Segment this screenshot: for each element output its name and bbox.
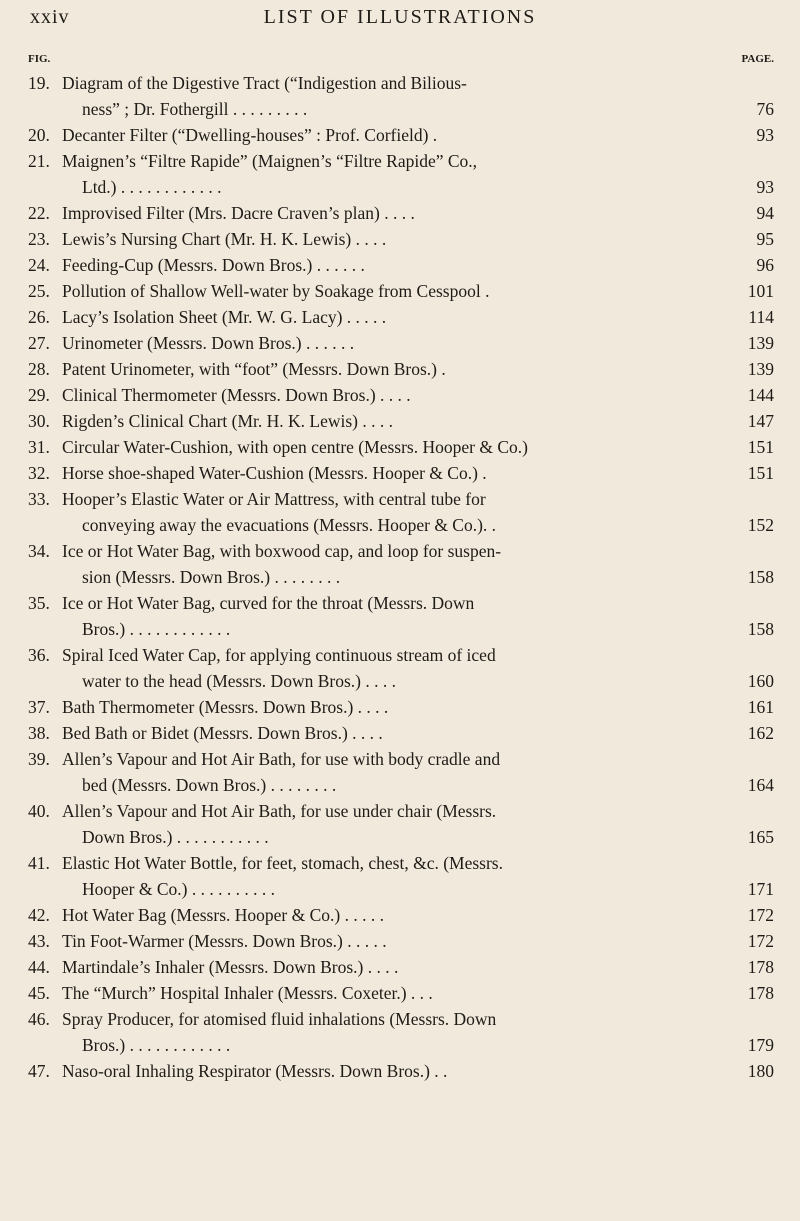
page-ref: 147 [747,411,774,431]
entry-line [28,122,778,148]
page-ref: 161 [747,697,774,717]
page-number: xxiv [30,6,70,28]
figure-number: 45. [28,983,50,1003]
entry-line [28,512,778,538]
entry-text: Allen’s Vapour and Hot Air Bath, for use with body cradle and [62,749,501,769]
page-ref: 158 [747,567,774,587]
entry-line [28,668,778,694]
entry-line [28,382,778,408]
list-item [28,200,778,226]
list-item [28,382,778,408]
page-ref: 160 [747,671,774,691]
page-ref: 114 [748,307,774,327]
list-item [28,1006,778,1058]
entry-text: conveying away the evacuations (Messrs. Hooper & Co.). . [82,515,497,535]
entry-line [28,1006,778,1032]
entry-line [28,460,778,486]
entry-text: ness” ; Dr. Fothergill . . . . . . . . . [82,99,308,119]
page-ref: 76 [756,99,774,119]
list-item [28,1058,778,1084]
entry-line [28,200,778,226]
entry-text: Spray Producer, for atomised fluid inhalations (Messrs. Down [62,1009,497,1029]
list-item [28,460,778,486]
entry-text: Ice or Hot Water Bag, with boxwood cap, and loop for suspen- [62,541,502,561]
page-ref: 179 [747,1035,774,1055]
entry-text: Spiral Iced Water Cap, for applying continuous stream of iced [62,645,496,665]
figure-number: 35. [28,593,50,613]
figure-number: 23. [28,229,50,249]
entry-text: Hot Water Bag (Messrs. Hooper & Co.) . . . . . [62,905,384,925]
list-item [28,746,778,798]
entry-line [28,798,778,824]
list-item [28,148,778,200]
page-ref: 101 [747,281,774,301]
entry-text: Maignen’s “Filtre Rapide” (Maignen’s “Filtre Rapide” Co., [62,151,478,171]
page-ref: 164 [747,775,774,795]
list-item [28,694,778,720]
entry-line [28,876,778,902]
figure-number: 31. [28,437,50,457]
figure-number: 43. [28,931,50,951]
figure-number: 27. [28,333,50,353]
entry-text: Decanter Filter (“Dwelling-houses” : Prof. Corfield) . [62,125,438,145]
list-item [28,590,778,642]
entry-line [28,694,778,720]
entry-text: Hooper’s Elastic Water or Air Mattress, with central tube for [62,489,486,509]
entry-line [28,408,778,434]
page-ref: 94 [756,203,774,223]
figure-number: 24. [28,255,50,275]
figure-number: 32. [28,463,50,483]
figure-number: 36. [28,645,50,665]
page-ref: 93 [756,125,774,145]
figure-number: 21. [28,151,50,171]
entry-line [28,980,778,1006]
figure-number: 33. [28,489,50,509]
page-ref: 158 [747,619,774,639]
entry-line [28,226,778,252]
list-item [28,330,778,356]
page-ref: 180 [747,1061,774,1081]
list-item [28,928,778,954]
entry-line [28,148,778,174]
entry-line [28,954,778,980]
illustrations-list [28,70,778,1084]
entry-line [28,824,778,850]
entry-text: Improvised Filter (Mrs. Dacre Craven’s plan) . . . . [62,203,415,223]
list-item [28,278,778,304]
entry-line [28,356,778,382]
entry-text: Tin Foot-Warmer (Messrs. Down Bros.) . . . . . [62,931,387,951]
figure-number: 25. [28,281,50,301]
fig-column-heading: FIG. [28,53,51,65]
figure-number: 34. [28,541,50,561]
figure-number: 42. [28,905,50,925]
entry-text: Bed Bath or Bidet (Messrs. Down Bros.) . . . . [62,723,383,743]
list-item [28,642,778,694]
list-item [28,434,778,460]
page-ref: 139 [747,333,774,353]
page-ref: 172 [747,931,774,951]
page-header [30,6,770,34]
entry-line [28,1058,778,1084]
figure-number: 41. [28,853,50,873]
entry-line [28,538,778,564]
page-ref: 171 [747,879,774,899]
entry-text: Hooper & Co.) . . . . . . . . . . [82,879,275,899]
entry-line [28,434,778,460]
list-item [28,954,778,980]
entry-text: Elastic Hot Water Bottle, for feet, stomach, chest, &c. (Messrs. [62,853,503,873]
entry-text: Clinical Thermometer (Messrs. Down Bros.) . . . . [62,385,411,405]
entry-line [28,746,778,772]
entry-text: Rigden’s Clinical Chart (Mr. H. K. Lewis) . . . . [62,411,394,431]
list-item [28,980,778,1006]
list-item [28,70,778,122]
entry-text: Patent Urinometer, with “foot” (Messrs. Down Bros.) . [62,359,446,379]
entry-line [28,590,778,616]
entry-line [28,564,778,590]
entry-text: Down Bros.) . . . . . . . . . . . [82,827,269,847]
list-item [28,798,778,850]
entry-text: Lewis’s Nursing Chart (Mr. H. K. Lewis) . . . . [62,229,387,249]
page-ref: 165 [747,827,774,847]
page-ref: 93 [756,177,774,197]
figure-number: 47. [28,1061,50,1081]
figure-number: 38. [28,723,50,743]
entry-text: Diagram of the Digestive Tract (“Indigestion and Bilious- [62,73,467,93]
list-item [28,356,778,382]
entry-line [28,252,778,278]
entry-text: Martindale’s Inhaler (Messrs. Down Bros.) . . . . [62,957,399,977]
figure-number: 20. [28,125,50,145]
entry-line [28,850,778,876]
column-headings [28,53,778,69]
entry-text: Urinometer (Messrs. Down Bros.) . . . . . . [62,333,355,353]
list-item [28,408,778,434]
page-ref: 152 [747,515,774,535]
entry-text: The “Murch” Hospital Inhaler (Messrs. Coxeter.) . . . [62,983,433,1003]
entry-text: Pollution of Shallow Well-water by Soakage from Cesspool . [62,281,490,301]
figure-number: 26. [28,307,50,327]
entry-line [28,616,778,642]
list-item [28,850,778,902]
page-column-heading: PAGE. [741,53,774,65]
entry-text: Allen’s Vapour and Hot Air Bath, for use under chair (Messrs. [62,801,497,821]
entry-line [28,928,778,954]
entry-line [28,330,778,356]
entry-line [28,642,778,668]
page-ref: 178 [747,957,774,977]
entry-line [28,278,778,304]
figure-number: 46. [28,1009,50,1029]
entry-line [28,902,778,928]
page-ref: 172 [747,905,774,925]
entry-text: Bath Thermometer (Messrs. Down Bros.) . . . . [62,697,389,717]
entry-line [28,720,778,746]
entry-text: bed (Messrs. Down Bros.) . . . . . . . . [82,775,337,795]
page-ref: 178 [747,983,774,1003]
entry-text: Horse shoe-shaped Water-Cushion (Messrs. Hooper & Co.) . [62,463,487,483]
page-ref: 151 [747,463,774,483]
entry-line [28,96,778,122]
list-item [28,304,778,330]
figure-number: 40. [28,801,50,821]
figure-number: 37. [28,697,50,717]
entry-text: Bros.) . . . . . . . . . . . . [82,1035,231,1055]
entry-text: Lacy’s Isolation Sheet (Mr. W. G. Lacy) . . . . . [62,307,387,327]
entry-text: Feeding-Cup (Messrs. Down Bros.) . . . . . . [62,255,365,275]
figure-number: 30. [28,411,50,431]
page-ref: 139 [747,359,774,379]
entry-line [28,772,778,798]
figure-number: 39. [28,749,50,769]
list-item [28,122,778,148]
figure-number: 28. [28,359,50,379]
list-item [28,226,778,252]
entry-line [28,304,778,330]
entry-text: Circular Water-Cushion, with open centre (Messrs. Hooper & Co.) [62,437,528,457]
entry-text: Naso-oral Inhaling Respirator (Messrs. Down Bros.) . . [62,1061,448,1081]
list-item [28,538,778,590]
page-ref: 151 [747,437,774,457]
page-ref: 162 [747,723,774,743]
entry-text: Ice or Hot Water Bag, curved for the throat (Messrs. Down [62,593,475,613]
list-item [28,720,778,746]
entry-text: water to the head (Messrs. Down Bros.) . . . . [82,671,396,691]
page-ref: 95 [756,229,774,249]
page-ref: 144 [747,385,774,405]
entry-line [28,1032,778,1058]
list-item [28,486,778,538]
entry-line [28,70,778,96]
figure-number: 29. [28,385,50,405]
entry-text: Ltd.) . . . . . . . . . . . . [82,177,222,197]
figure-number: 22. [28,203,50,223]
entry-line [28,174,778,200]
figure-number: 19. [28,73,50,93]
page-ref: 96 [756,255,774,275]
page-title: LIST OF ILLUSTRATIONS [263,6,537,28]
entry-line [28,486,778,512]
list-item [28,252,778,278]
entry-text: sion (Messrs. Down Bros.) . . . . . . . . [82,567,341,587]
list-item [28,902,778,928]
entry-text: Bros.) . . . . . . . . . . . . [82,619,231,639]
figure-number: 44. [28,957,50,977]
